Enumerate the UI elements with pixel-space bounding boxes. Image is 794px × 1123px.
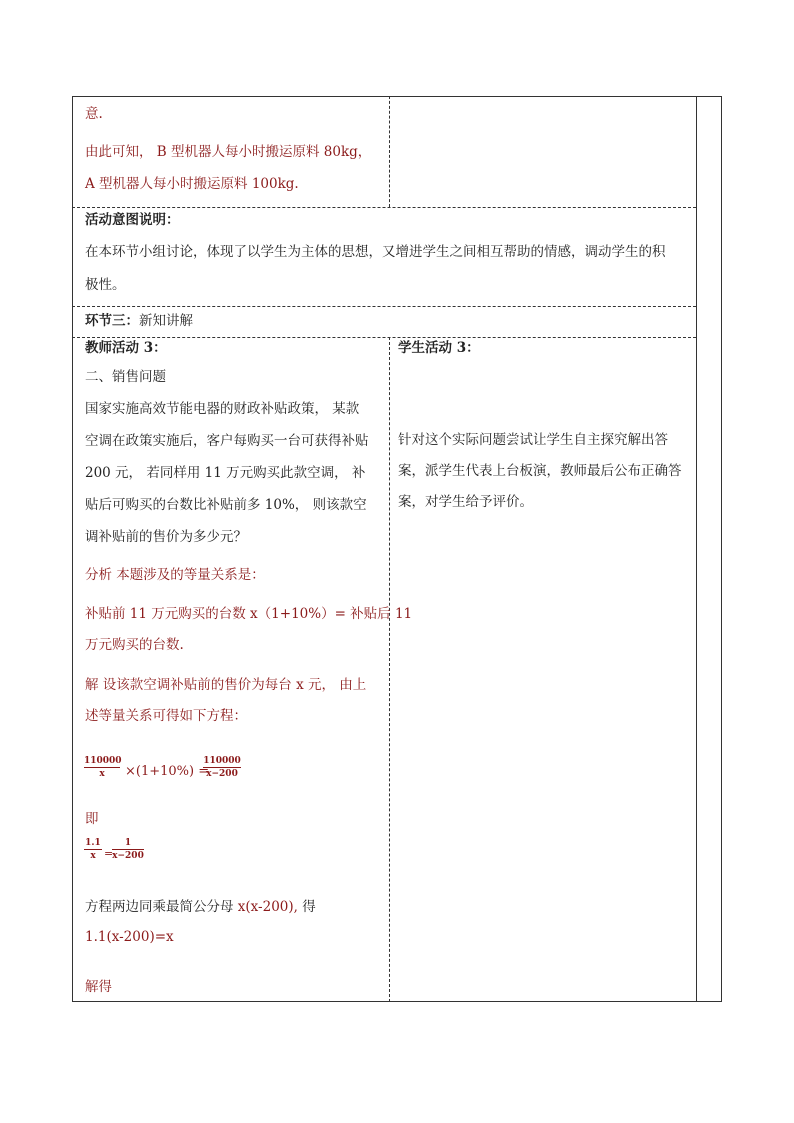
eq1-right-denominator: x−200 (206, 769, 238, 779)
teacher-activity-title: 教师活动 3： (85, 340, 167, 356)
eq2-left-denominator: x (90, 851, 96, 861)
eq1-left-denominator: x (99, 769, 105, 779)
student-activity-title: 学生活动 3： (398, 340, 480, 356)
relation-line-2: 万元购买的台数. (85, 637, 184, 653)
eq2-right-bar (112, 849, 144, 850)
cell1-line-3: A 型机器人每小时搬运原料 100kg. (85, 176, 299, 192)
student-line-2: 案，派学生代表上台板演，教师最后公布正确答 (398, 463, 682, 479)
solution-line-2: 述等量关系可得如下方程： (85, 708, 247, 724)
eq2-right-numerator: 1 (124, 838, 132, 848)
eq2-left-fraction (84, 838, 102, 861)
solution-line-1: 解 设该款空调补贴前的售价为每台 x 元， 由上 (85, 677, 367, 693)
right-margin-column-line (696, 96, 697, 1002)
section-name: 新知讲解 (139, 313, 193, 329)
row-divider-3 (72, 337, 696, 338)
intent-line-2: 极性。 (85, 277, 126, 293)
teacher-heading: 二、销售问题 (85, 369, 166, 385)
column-divider-top (389, 96, 390, 207)
intent-title: 活动意图说明： (85, 212, 180, 228)
row-divider-2 (72, 306, 696, 307)
eq2-left-bar (84, 849, 102, 850)
eq1-middle: ×(1+10%) = (125, 764, 210, 779)
step-line-2: 1.1(x-200)=x (85, 929, 174, 945)
relation-line-1: 补贴前 11 万元购买的台数 x（1+10%）= 补贴后 11 (85, 606, 413, 622)
table-frame (72, 96, 722, 1002)
eq1-left-fraction (84, 756, 120, 779)
eq2-left-numerator: 1.1 (85, 838, 101, 848)
step1-suffix: 得 (297, 899, 316, 915)
eq2-right-denominator: x−200 (112, 851, 144, 861)
problem-line-1: 国家实施高效节能电器的财政补贴政策， 某款 (85, 401, 360, 417)
eq2-middle: = (104, 847, 114, 860)
student-line-1: 针对这个实际问题尝试让学生自主探究解出答 (398, 432, 668, 448)
cell1-line-2: 由此可知， B 型机器人每小时搬运原料 80kg， (85, 144, 372, 160)
problem-line-4: 贴后可购买的台数比补贴前多 10%， 则该款空 (85, 497, 367, 513)
row-divider-1 (72, 207, 696, 208)
problem-line-3: 200 元， 若同样用 11 万元购买此款空调， 补 (85, 465, 366, 481)
eq1-right-bar (203, 767, 241, 768)
solve-label: 解得 (85, 979, 112, 995)
eq1-right-fraction (203, 756, 241, 779)
ji-label: 即 (85, 811, 99, 827)
section-heading (85, 312, 193, 330)
problem-line-2: 空调在政策实施后，客户每购买一台可获得补贴 (85, 433, 369, 449)
intent-line-1: 在本环节小组讨论，体现了以学生为主体的思想，又增进学生之间相互帮助的情感，调动学生的积 (85, 244, 666, 260)
eq1-left-numerator: 110000 (84, 756, 122, 766)
step1-text: 方程两边同乘最简公分母 (85, 899, 238, 915)
eq2-right-fraction (112, 838, 144, 861)
analysis-line: 分析 本题涉及的等量关系是： (85, 567, 265, 583)
column-divider-bottom (389, 337, 390, 1002)
eq1-right-numerator: 110000 (203, 756, 241, 766)
step-line-1 (85, 898, 316, 916)
student-line-3: 案，对学生给予评价。 (398, 494, 533, 510)
cell1-line-1: 意. (85, 106, 103, 122)
eq1-left-bar (84, 767, 120, 768)
problem-line-5: 调补贴前的售价为多少元？ (85, 529, 247, 545)
step1-expression: x(x-200), (237, 899, 298, 915)
section-label: 环节三： (85, 313, 139, 329)
